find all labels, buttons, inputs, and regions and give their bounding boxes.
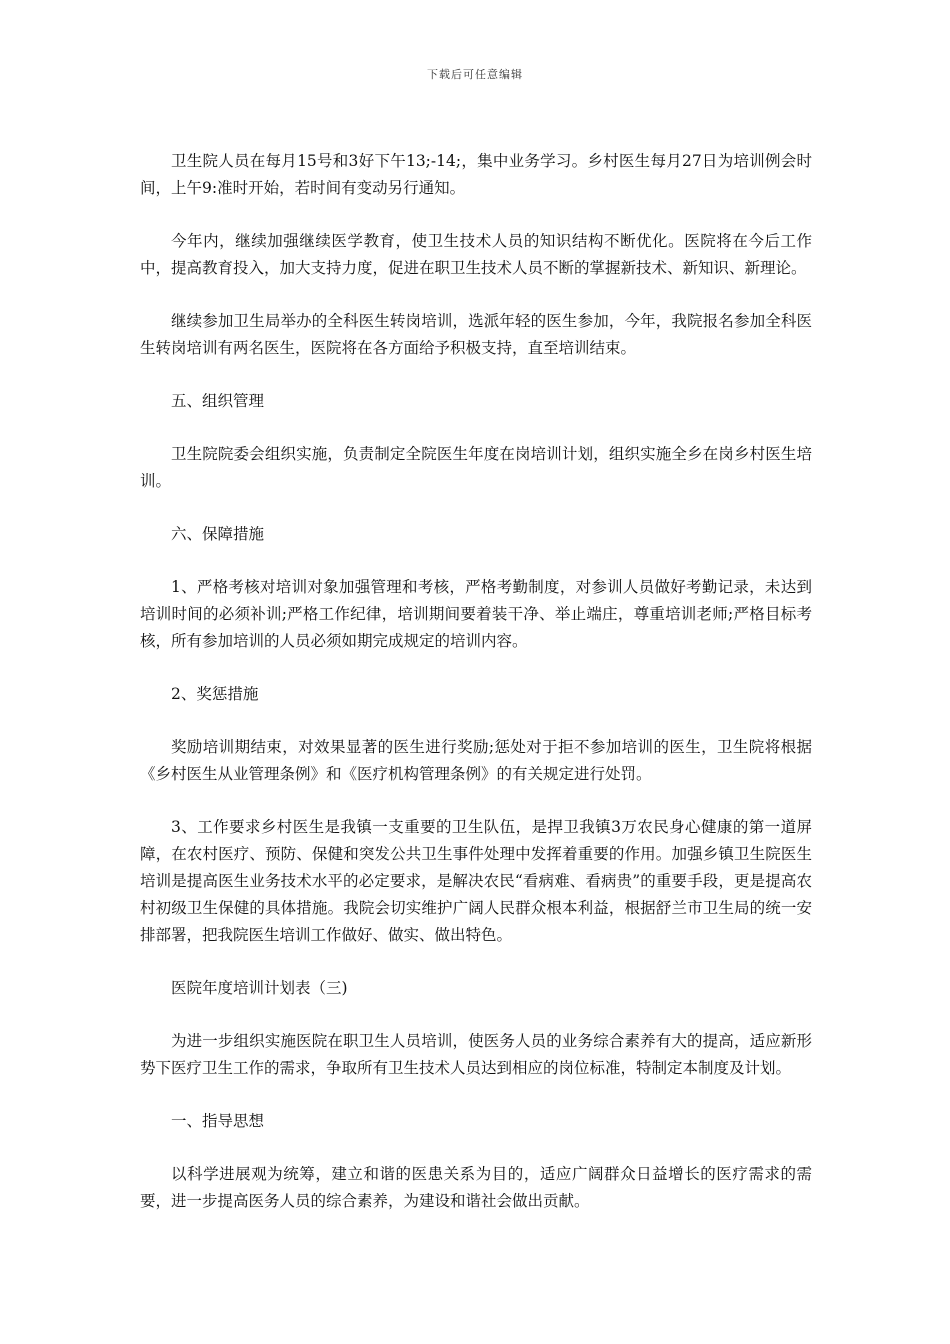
section-heading-rewards-penalties: 2、奖惩措施 xyxy=(171,685,259,703)
paragraph-strict-assessment: 1、严格考核对培训对象加强管理和考核，严格考勤制度，对参训人员做好考勤记录，未达到培训时间的必须补训;严格工作纪律，培训期间要着装干净、举止端庄，尊重培训老师;严格目标考核，所有参加培训的人员必须如期完成规定的培训内容。 xyxy=(140,578,812,650)
document-body xyxy=(140,148,812,1241)
page-header-note: 下载后可任意编辑 xyxy=(427,68,523,81)
section-heading-safeguards: 六、保障措施 xyxy=(171,525,265,543)
paragraph-continuing-education: 今年内，继续加强继续医学教育，使卫生技术人员的知识结构不断优化。医院将在今后工作中，提高教育投入，加大支持力度，促进在职卫生技术人员不断的掌握新技术、新知识、新理论。 xyxy=(140,232,812,277)
section-heading-plan-three: 医院年度培训计划表（三) xyxy=(171,979,348,997)
paragraph-rewards-penalties: 奖励培训期结束，对效果显著的医生进行奖励;惩处对于拒不参加培训的医生，卫生院将根据《乡村医生从业管理条例》和《医疗机构管理条例》的有关规定进行处罚。 xyxy=(140,738,812,783)
section-heading-organization: 五、组织管理 xyxy=(171,392,265,410)
paragraph-organization: 卫生院院委会组织实施，负责制定全院医生年度在岗培训计划，组织实施全乡在岗乡村医生培训。 xyxy=(140,445,812,490)
section-heading-guiding-ideology: 一、指导思想 xyxy=(171,1112,265,1130)
paragraph-guiding-ideology: 以科学进展观为统筹，建立和谐的医患关系为目的，适应广阔群众日益增长的医疗需求的需要，进一步提高医务人员的综合素养，为建设和谐社会做出贡献。 xyxy=(140,1165,812,1210)
paragraph-gp-transfer-training: 继续参加卫生局举办的全科医生转岗培训，选派年轻的医生参加，今年，我院报名参加全科医生转岗培训有两名医生，医院将在各方面给予积极支持，直至培训结束。 xyxy=(140,312,812,357)
paragraph-study-schedule: 卫生院人员在每月15号和3好下午13;-14;，集中业务学习。乡村医生每月27日为培训例会时间，上午9:准时开始，若时间有变动另行通知。 xyxy=(140,152,812,197)
paragraph-plan-purpose: 为进一步组织实施医院在职卫生人员培训，使医务人员的业务综合素养有大的提高，适应新形势下医疗卫生工作的需求，争取所有卫生技术人员达到相应的岗位标准，特制定本制度及计划。 xyxy=(140,1032,812,1077)
paragraph-work-requirements: 3、工作要求乡村医生是我镇一支重要的卫生队伍，是捍卫我镇3万农民身心健康的第一道屏障，在农村医疗、预防、保健和突发公共卫生事件处理中发挥着重要的作用。加强乡镇卫生院医生培训是提高医生业务技术水平的必定要求，是解决农民“看病难、看病贵”的重要手段，更是提高农村初级卫生保健的具体措施。我院会切实维护广阔人民群众根本利益，根据舒兰市卫生局的统一安排部署，把我院医生培训工作做好、做实、做出特色。 xyxy=(140,818,812,944)
